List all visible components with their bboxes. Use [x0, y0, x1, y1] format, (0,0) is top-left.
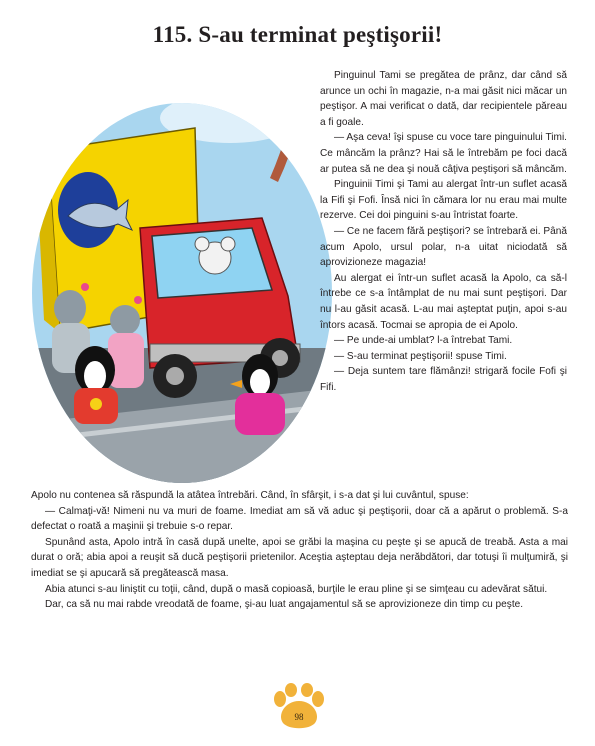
page-number: 98: [294, 712, 304, 722]
paragraph: Abia atunci s-au liniştit cu toţii, când, după o masă copioasă, burţile le erau pline şi se simţeau cu adevărat sătui.: [45, 583, 548, 595]
right-column-text: [320, 68, 567, 395]
paragraph: Pinguinul Tami se pregătea de prânz, dar când să arunce un ochi în magazie, n-a mai găsit nici măcar un peştişor. A mai verificat o dată, dar recipientele păreau a fi goale.: [320, 70, 567, 128]
paragraph: Au alergat ei într-un suflet acasă la Apolo, ca să-l întrebe ce s-a întâmplat de nu mai sunt peştişori. Dar nu l-au găsit acasă. L-au mai aşteptat puţin, apoi s-au întors acasă. Tocmai se apropia de ei Apolo.: [320, 272, 567, 331]
paragraph: Spunând asta, Apolo intră în casă după unelte, apoi se grăbi la maşina cu peşte şi se apucă de treabă. Asta a mai durat o oră; abia apoi a reuşit să ducă peştişorii prietenilor. Aceştia aşteptau deja nerăbdători, dar totuşi îi mulţumiră, şi imediat se şi apucară să pregătească masa.: [31, 536, 568, 579]
paragraph: Dar, ca să nu mai rabde vreodată de foame, şi-au luat angajamentul să se aprovizioneze din timp cu peşte.: [45, 599, 524, 611]
full-width-text: [31, 488, 568, 613]
paragraph: — S-au terminat peştişorii! spuse Timi.: [334, 350, 507, 362]
story-illustration: [30, 58, 335, 490]
paragraph: — Ce ne facem fără peştişori? se întrebară ei. Până acum Apolo, ursul polar, n-a uitat niciodată să aprovizioneze magazia!: [320, 225, 567, 269]
paw-icon: [271, 683, 327, 731]
paragraph: Pinguinii Timi şi Tami au alergat într-un suflet acasă la Fifi şi Fofi. Însă nici în cămara lor nu erau mai multe rezerve. Cei doi pinguini s-au întristat foarte.: [320, 179, 567, 222]
paragraph: — Deja suntem tare flămânzi! strigară focile Fofi şi Fifi.: [320, 366, 567, 393]
paragraph: Apolo nu contenea să răspundă la atâtea întrebări. Când, în sfârşit, i s-a dat şi lui cuvântul, spuse:: [31, 490, 469, 501]
paragraph: — Calmaţi-vă! Nimeni nu va muri de foame. Imediat am să vă aduc şi peştişorii, doar că a apărut o problemă. S-a defectat o roată a maşinii şi trebuie s-o repar.: [31, 505, 568, 533]
paragraph: — Aşa ceva! îşi spuse cu voce tare pinguinului Timi. Ce mâncăm la prânz? Hai să le întrebăm pe foci dacă ar putea să ne dea şi nouă câţiva peştişori să mâncăm.: [320, 132, 567, 175]
paragraph: — Pe unde-ai umblat? l-a întrebat Tami.: [334, 335, 513, 347]
page-title: 115. S-au terminat peştişorii!: [152, 22, 443, 47]
